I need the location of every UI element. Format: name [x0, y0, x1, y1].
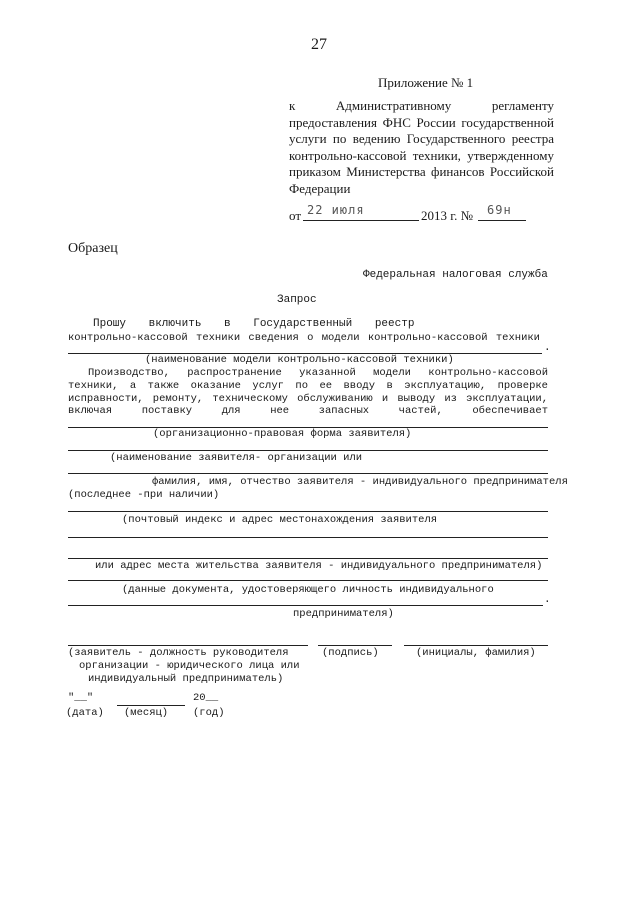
- caption-model: (наименование модели контрольно-кассовой техники): [145, 354, 454, 366]
- order-number-underline: [478, 220, 526, 221]
- caption-legal-form: (организационно-правовая форма заявителя): [153, 428, 412, 440]
- position-caption: [68, 647, 300, 685]
- month-underline: [117, 705, 185, 706]
- caption-document-2: предпринимателя): [293, 608, 394, 620]
- caption-address: (почтовый индекс и адрес местонахождения заявителя: [122, 514, 438, 526]
- paragraph-line: исправности, ремонту, техническому обслуживанию и выводу из эксплуатации,: [68, 392, 548, 405]
- paragraph-line: техники, а также оказание услуг по ее вводу в эксплуатацию, проверке: [68, 379, 548, 392]
- appendix-line: к Административному регламенту: [289, 98, 554, 113]
- month-caption: (месяц): [124, 707, 169, 719]
- order-year: 2013 г. №: [421, 208, 474, 223]
- signature-caption: (подпись): [322, 647, 379, 659]
- position-caption-line: (заявитель - должность руководителя: [68, 647, 289, 659]
- initials-caption: (инициалы, фамилия): [416, 647, 536, 659]
- document-period: .: [544, 594, 551, 606]
- production-paragraph: [68, 367, 548, 418]
- request-line-1: Прошу включить в Государственный реестр: [93, 318, 415, 330]
- residence-underline: [68, 558, 548, 559]
- address-underline: [68, 511, 548, 512]
- year-prefix: 20__: [193, 692, 219, 704]
- appendix-line: Федерации: [289, 180, 351, 196]
- appendix-line: приказом Министерства финансов Российской: [289, 164, 554, 179]
- caption-fio: фамилия, имя, отчество заявителя - индивидуального предпринимателя: [152, 476, 568, 488]
- document-underline: [68, 580, 548, 581]
- appendix-line: контрольно-кассовой техники, утвержденному: [289, 147, 554, 163]
- document-underline-2: [68, 605, 543, 606]
- request-title: Запрос: [277, 294, 317, 306]
- caption-document: (данные документа, удостоверяющего личность индивидуального: [122, 584, 494, 596]
- position-caption-line: индивидуальный предприниматель): [88, 672, 284, 685]
- day-caption: (дата): [66, 707, 104, 719]
- appendix-title: Приложение № 1: [378, 75, 474, 90]
- model-period: .: [544, 342, 551, 354]
- caption-residence: или адрес места жительства заявителя - индивидуального предпринимателя): [95, 560, 543, 572]
- signature-underline: [318, 645, 392, 646]
- request-line-2: контрольно-кассовой техники сведения о модели контрольно-кассовой техники: [68, 332, 540, 344]
- address-underline-2: [68, 537, 548, 538]
- page-number: 27: [311, 36, 327, 53]
- appendix-block: [289, 98, 554, 197]
- authority-name: Федеральная налоговая служба: [363, 269, 548, 281]
- initials-underline: [404, 645, 548, 646]
- paragraph-line: Производство, распространение указанной модели контрольно-кассовой: [88, 367, 548, 379]
- position-caption-line: организации - юридического лица или: [79, 659, 300, 672]
- position-underline: [68, 645, 308, 646]
- date-prefix: от: [289, 208, 302, 223]
- order-number-handwritten: 69н: [487, 203, 512, 217]
- fio-underline: [68, 473, 548, 474]
- year-caption: (год): [193, 707, 225, 719]
- caption-org-name: (наименование заявителя- организации или: [110, 452, 363, 464]
- paragraph-line: включая поставку для нее запасных частей, обеспечивает: [68, 405, 548, 418]
- day-quotes: "__": [68, 692, 94, 704]
- org-name-underline: [68, 450, 548, 451]
- appendix-line: услуги по ведению Государственного реестра: [289, 131, 554, 146]
- appendix-line: предоставления ФНС России государственной: [289, 114, 554, 130]
- sample-label: Образец: [68, 241, 118, 256]
- date-handwritten: 22 июля: [307, 203, 365, 217]
- date-underline: [303, 220, 419, 221]
- caption-fio-note: (последнее -при наличии): [68, 489, 220, 501]
